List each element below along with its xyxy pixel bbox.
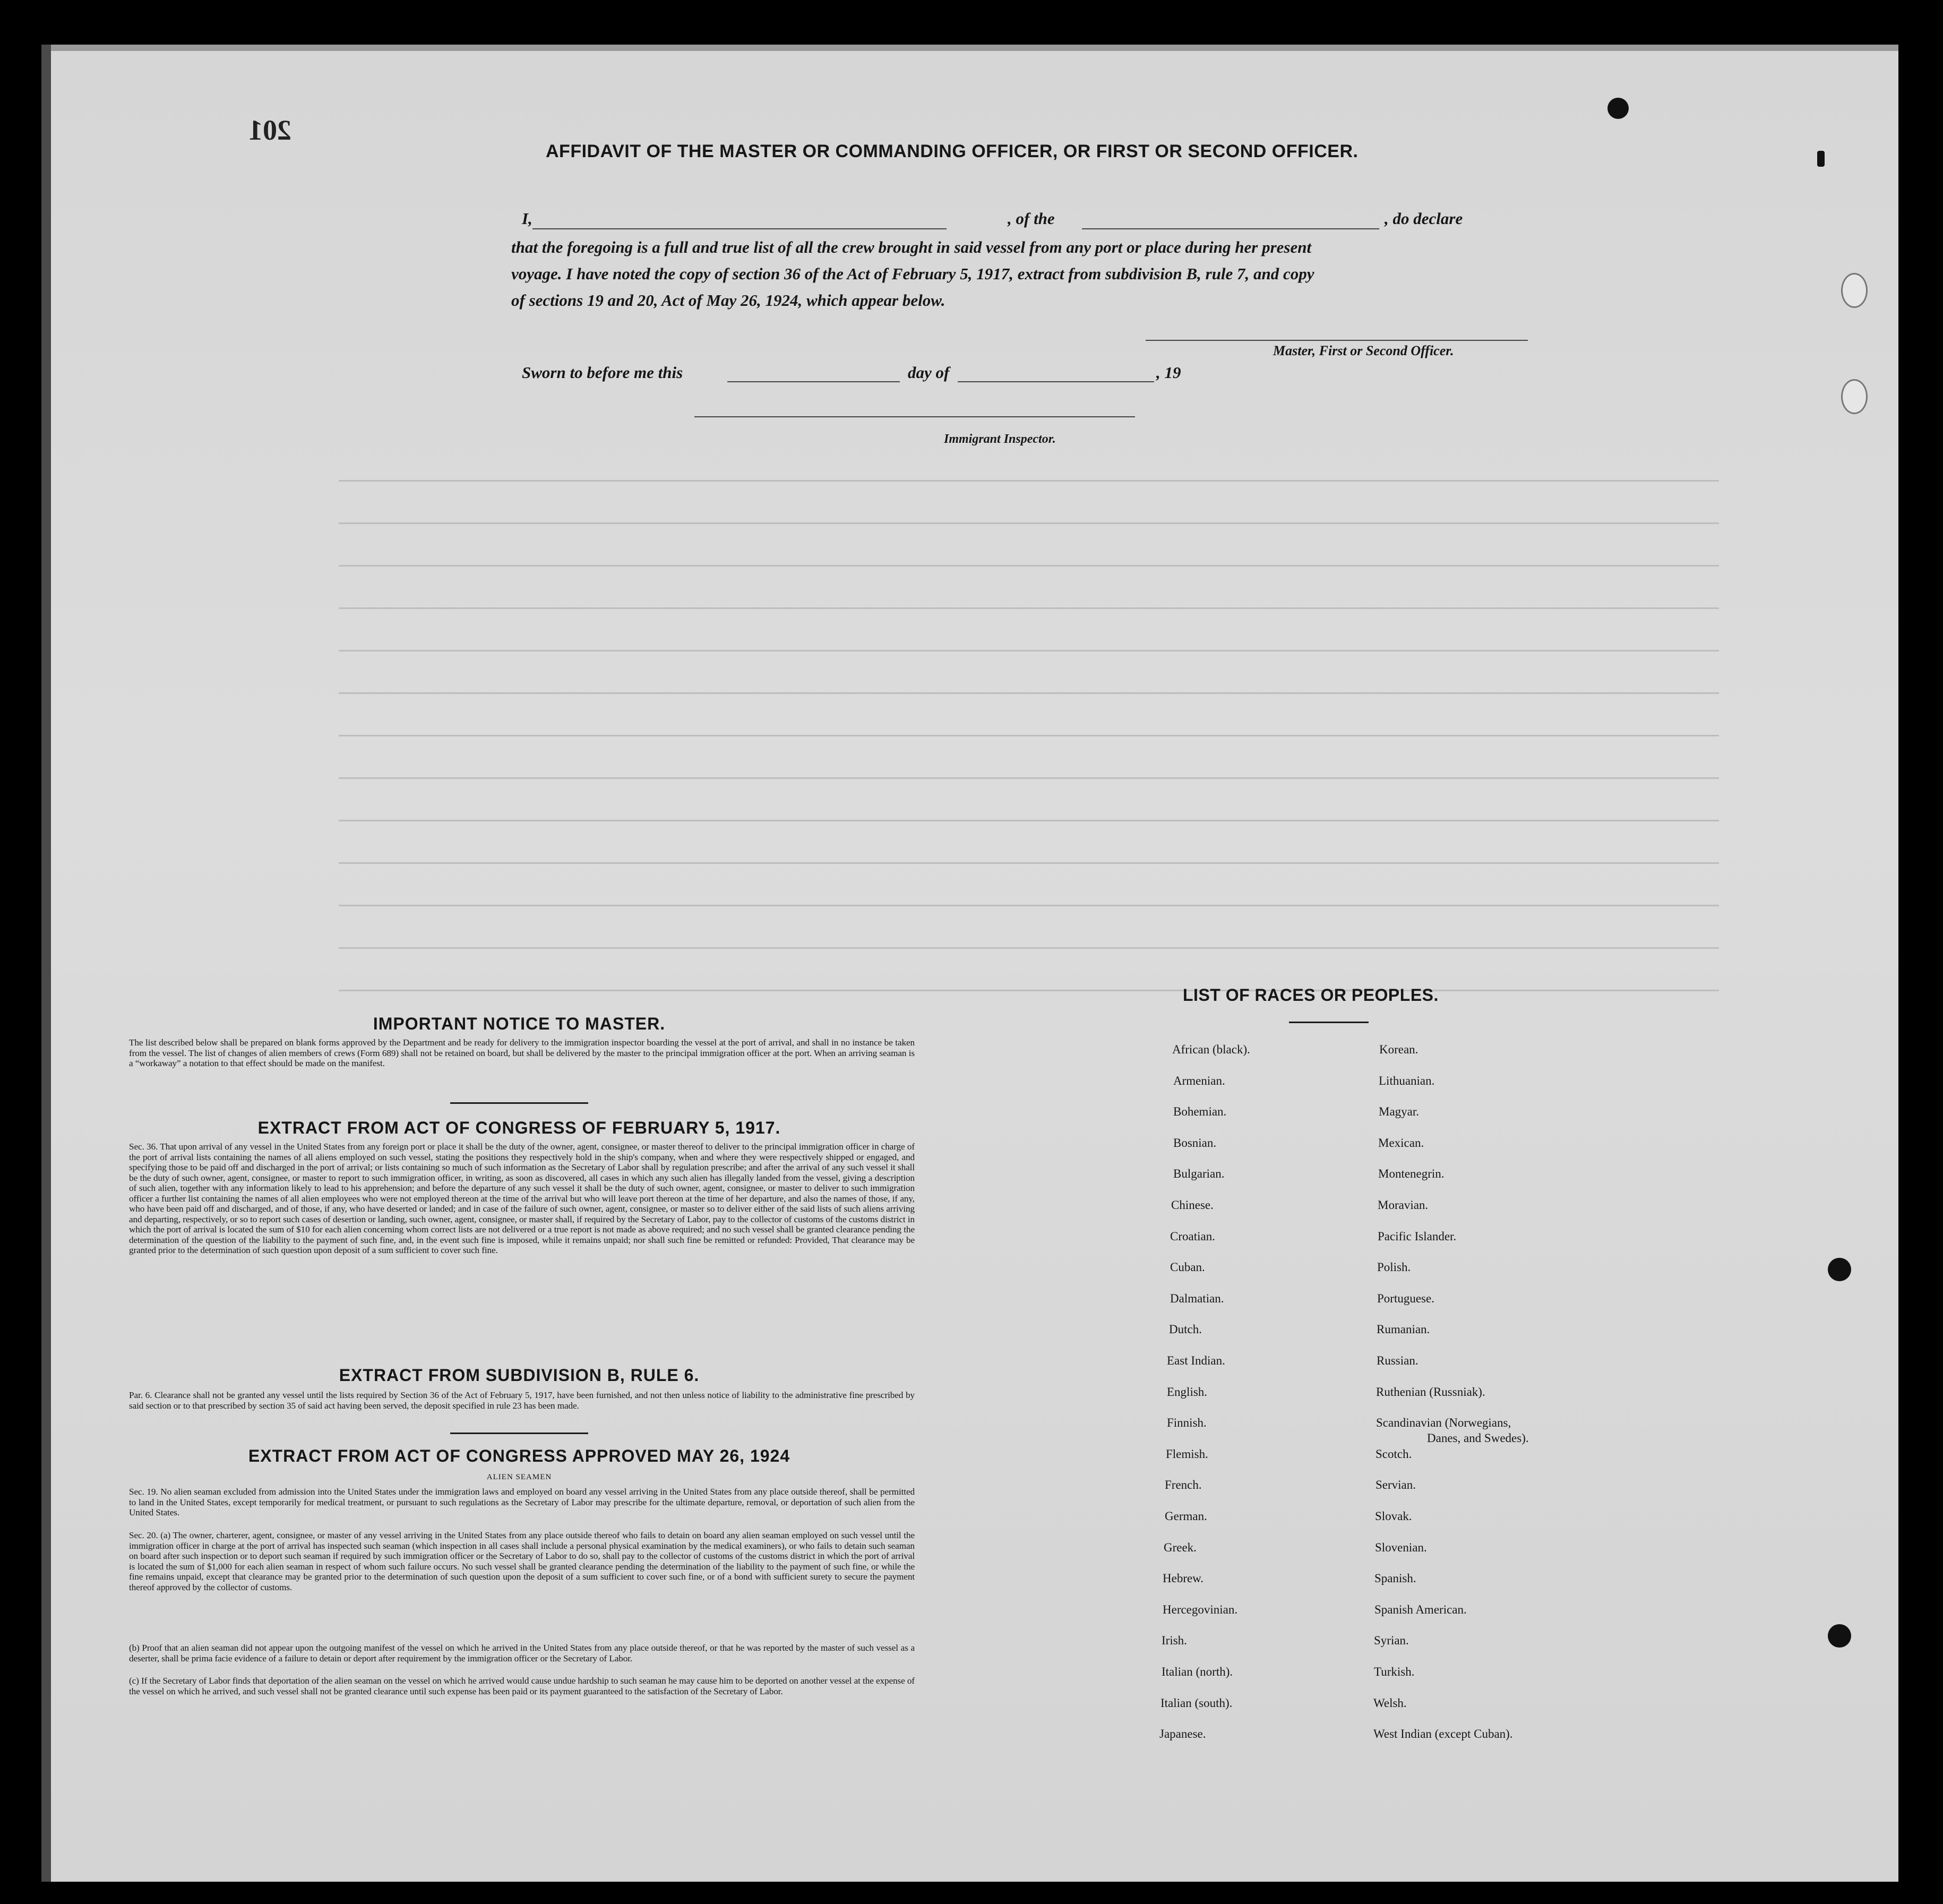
race-item: Ruthenian (Russniak). bbox=[1376, 1385, 1485, 1399]
name-blank-line[interactable] bbox=[532, 228, 947, 229]
bleed-through-line bbox=[339, 692, 1719, 694]
race-item: Welsh. bbox=[1373, 1696, 1407, 1710]
race-item: Slovak. bbox=[1375, 1510, 1412, 1523]
affidavit-declare-label: , do declare bbox=[1385, 209, 1463, 228]
race-item: Servian. bbox=[1375, 1478, 1416, 1491]
bleed-through-line bbox=[339, 820, 1719, 821]
signer-label: Master, First or Second Officer. bbox=[1273, 343, 1454, 358]
sworn-day-blank[interactable] bbox=[727, 381, 900, 382]
bleed-through-line bbox=[339, 522, 1719, 524]
punch-hole bbox=[1828, 1258, 1851, 1281]
race-item: Bohemian. bbox=[1173, 1105, 1227, 1118]
signature-line[interactable] bbox=[1146, 340, 1528, 341]
race-item: Portuguese. bbox=[1377, 1292, 1434, 1305]
page-number: 201 bbox=[248, 114, 291, 146]
section-divider bbox=[450, 1433, 588, 1434]
race-item: Dutch. bbox=[1169, 1323, 1202, 1336]
race-item: Finnish. bbox=[1167, 1416, 1207, 1429]
extract-rule6-title: EXTRACT FROM SUBDIVISION B, RULE 6. bbox=[339, 1366, 700, 1385]
extract-1924-sec19: Sec. 19. No alien seaman excluded from admission into the United States under the immigration laws and employed on board any vessel arriving in the United States from any place outside thereof, shall be permitted to land in the United States, except temporarily for medical treatment, or pursuant to such regulations as the Secretary of Labor may prescribe for the ultimate departure, removal, or deportation of such alien from the United States. bbox=[129, 1487, 915, 1517]
race-item: German. bbox=[1165, 1510, 1207, 1523]
section-divider bbox=[450, 1102, 588, 1104]
bleed-through-line bbox=[339, 947, 1719, 949]
inspector-signature-line[interactable] bbox=[694, 416, 1135, 417]
race-item: Mexican. bbox=[1378, 1136, 1424, 1150]
race-item: Japanese. bbox=[1159, 1727, 1206, 1740]
punch-hole bbox=[1607, 98, 1629, 119]
race-item: Rumanian. bbox=[1377, 1323, 1430, 1336]
bleed-through-line bbox=[339, 862, 1719, 864]
race-item: Chinese. bbox=[1171, 1198, 1214, 1212]
bleed-through-line bbox=[339, 650, 1719, 651]
race-item: Polish. bbox=[1377, 1260, 1411, 1274]
race-item: Croatian. bbox=[1170, 1230, 1215, 1243]
race-item: Syrian. bbox=[1374, 1634, 1409, 1647]
extract-1924-sec20b: (b) Proof that an alien seaman did not appear upon the outgoing manifest of the vessel on which he arrived in the United States from any place outside thereof, or that he was reported by the master of such vessel as a deserter, shall be prima facie evidence of a failure to detain or deport after requirement by the immigration officer or the Secretary of Labor. bbox=[129, 1643, 915, 1663]
race-item: Magyar. bbox=[1379, 1105, 1420, 1118]
races-title: LIST OF RACES OR PEOPLES. bbox=[1183, 985, 1439, 1005]
affidavit-of-the-label: , of the bbox=[1008, 209, 1055, 228]
race-item: Greek. bbox=[1164, 1541, 1197, 1554]
extract-1924-subtitle: ALIEN SEAMEN bbox=[486, 1473, 552, 1481]
bleed-through-line bbox=[339, 607, 1719, 609]
affidavit-line-4: of sections 19 and 20, Act of May 26, 1924, which appear below. bbox=[511, 291, 945, 310]
race-item: English. bbox=[1167, 1385, 1208, 1399]
extract-1924-sec20a: Sec. 20. (a) The owner, charterer, agent, consignee, or master of any vessel arriving in the United States from any place outside thereof who fails to detain on board any alien seaman employed on such vessel until the immigration officer in charge at the port of arrival has inspected such seaman (which inspection in all cases shall include a personal physical examination by the medical examiners), or who fails to detain such seaman on board after such inspection or to deport such seaman if required by such immigration officer or the Secretary of Labor to do so, shall pay to the collector of customs of the customs district in which the port of arrival is located the sum of $1,000 for each alien seaman in respect of whom such failure occurs. No such vessel shall be granted clearance pending the determination of the liability to the payment of such fine, or while the fine remains unpaid, except that clearance may be granted prior to the determination of such question upon the deposit of a sum sufficient to cover such fine, or of a bond with sufficient surety to secure the payment thereof approved by the collector of customs. bbox=[129, 1530, 915, 1592]
race-item: French. bbox=[1165, 1478, 1202, 1491]
race-item: Korean. bbox=[1379, 1043, 1418, 1056]
extract-1917-title: EXTRACT FROM ACT OF CONGRESS OF FEBRUARY 5, 1917. bbox=[257, 1118, 781, 1137]
race-item: Moravian. bbox=[1378, 1198, 1429, 1212]
race-item: Dalmatian. bbox=[1170, 1292, 1224, 1305]
race-item: West Indian (except Cuban). bbox=[1373, 1727, 1513, 1740]
race-item: Lithuanian. bbox=[1379, 1074, 1435, 1087]
race-item: Cuban. bbox=[1170, 1260, 1205, 1274]
bleed-through-line bbox=[339, 990, 1719, 991]
race-item: Armenian. bbox=[1173, 1074, 1225, 1087]
race-item: Slovenian. bbox=[1375, 1541, 1427, 1554]
sworn-label: Sworn to before me this bbox=[522, 363, 683, 382]
sworn-month-blank[interactable] bbox=[958, 381, 1154, 382]
race-item: Flemish. bbox=[1166, 1447, 1208, 1461]
affidavit-line-2: that the foregoing is a full and true list of all the crew brought in said vessel from any port or place during her present bbox=[511, 238, 1312, 256]
extract-1917-text: Sec. 36. That upon arrival of any vessel in the United States from any foreign port or place it shall be the duty of the owner, agent, consignee, or master thereof to deliver to the principal immigration officer in charge of the port of arrival lists containing the names of all aliens employed on such vessel, stating the positions they respectively hold in the ship's company, when and where they were respectively shipped or engaged, and specifying those to be paid off and discharged in the port of arrival; or lists containing so much of such information as the Secretary of Labor shall by regulation prescribe; and after the arrival of any such vessel it shall be the duty of such owner, agent, consignee, or master to report to such immigration officer, in writing, as soon as discovered, all cases in which any such alien has illegally landed from the vessel, giving a description of such alien, together with any information likely to lead to his apprehension; and before the departure of any such vessel it shall be the duty of such owner, agent, consignee, or master to deliver to such immigration officer a further list containing the names of all alien employees who were not employed thereon at the time of the arrival but who will leave port thereon at the time of her departure, and also the names of those, if any, who have been paid off and discharged, and of those, if any, who have deserted or landed; and in case of the failure of such owner, agent, consignee, or master so to deliver either of the said lists of such aliens arriving and departing, respectively, or so to report such cases of desertion or landing, such owner, agent, consignee, or master shall, if required by the Secretary of Labor, pay to the collector of customs of the customs district in which the port of arrival is located the sum of $10 for each alien concerning whom correct lists are not delivered or a true report is not made as above required; and no such vessel shall be granted clearance pending the determination of the question of the liability to the payment of such fine, and, in the event such fine is imposed, while it remains unpaid; nor shall such fine be remitted or refunded: Provided, That clearance may be granted prior to the determination of such question upon deposit of a sum sufficient to cover such fine. bbox=[129, 1142, 915, 1255]
race-item: Irish. bbox=[1162, 1634, 1187, 1647]
race-scandinavian-continued: Danes, and Swedes). bbox=[1427, 1431, 1529, 1445]
race-item: Turkish. bbox=[1374, 1665, 1415, 1678]
race-item: Russian. bbox=[1377, 1354, 1418, 1367]
race-item: Hercegovinian. bbox=[1163, 1603, 1238, 1616]
extract-1924-title: EXTRACT FROM ACT OF CONGRESS APPROVED MAY 26, 1924 bbox=[248, 1446, 790, 1465]
notice-text: The list described below shall be prepared on blank forms approved by the Department and be ready for delivery to the immigration inspector boarding the vessel at the port of arrival, and shall in no instance be taken from the vessel. The list of changes of alien members of crews (Form 689) shall not be retained on board, but shall be delivered by the master to the principal immigration officer at the port. When an arriving seaman is a “workaway” a notation to that effect should be made on the manifest. bbox=[129, 1037, 915, 1068]
race-item: Bulgarian. bbox=[1173, 1167, 1225, 1180]
race-item: African (black). bbox=[1172, 1043, 1250, 1056]
page-left-edge bbox=[41, 45, 51, 1882]
race-item: Montenegrin. bbox=[1378, 1167, 1445, 1180]
document-page bbox=[41, 45, 1898, 1882]
race-item: Hebrew. bbox=[1163, 1572, 1204, 1585]
bleed-through-line bbox=[339, 565, 1719, 567]
race-item: Pacific Islander. bbox=[1378, 1230, 1457, 1243]
inspector-label: Immigrant Inspector. bbox=[944, 432, 1056, 446]
affidavit-line-3: voyage. I have noted the copy of section 36 of the Act of February 5, 1917, extract from subdivision B, rule 7, and copy bbox=[511, 264, 1314, 283]
races-divider bbox=[1289, 1022, 1369, 1023]
affidavit-i-label: I, bbox=[522, 209, 532, 228]
vessel-blank-line[interactable] bbox=[1082, 228, 1379, 229]
bleed-through-line bbox=[339, 480, 1719, 482]
race-item: Italian (north). bbox=[1162, 1665, 1233, 1678]
race-item: Scotch. bbox=[1375, 1447, 1412, 1461]
punch-hole bbox=[1828, 1624, 1851, 1648]
ink-mark bbox=[1817, 151, 1825, 167]
race-item: Bosnian. bbox=[1173, 1136, 1217, 1150]
race-item: Scandinavian (Norwegians, bbox=[1376, 1416, 1511, 1429]
day-of-label: day of bbox=[908, 363, 950, 382]
extract-1924-sec20c: (c) If the Secretary of Labor finds that deportation of the alien seaman on the vessel on which he arrived would cause undue hardship to such seaman he may cause him to be deported on another vessel at the expense of the vessel on which he arrived, and such vessel shall not be granted clearance until such expense has been paid or its payment guaranteed to the satisfaction of the Secretary of Labor. bbox=[129, 1676, 915, 1696]
binder-ring bbox=[1841, 379, 1868, 414]
bleed-through-line bbox=[339, 905, 1719, 906]
race-item: East Indian. bbox=[1167, 1354, 1225, 1367]
race-item: Spanish American. bbox=[1374, 1603, 1467, 1616]
race-item: Italian (south). bbox=[1160, 1696, 1233, 1710]
page-top-edge bbox=[41, 45, 1898, 51]
bleed-through-line bbox=[339, 777, 1719, 779]
race-item: Spanish. bbox=[1374, 1572, 1416, 1585]
year-label: , 19 bbox=[1156, 363, 1181, 382]
bleed-through-line bbox=[339, 735, 1719, 736]
affidavit-title: AFFIDAVIT OF THE MASTER OR COMMANDING OFFICER, OR FIRST OR SECOND OFFICER. bbox=[546, 141, 1359, 161]
extract-rule6-text: Par. 6. Clearance shall not be granted any vessel until the lists required by Section 36 of the Act of February 5, 1917, have been furnished, and not then unless notice of liability to the administrative fine prescribed by said section or to that prescribed by section 35 of said act having been served, the deposit specified in rule 23 has been made. bbox=[129, 1390, 915, 1411]
notice-title: IMPORTANT NOTICE TO MASTER. bbox=[373, 1014, 666, 1033]
binder-ring bbox=[1841, 273, 1868, 308]
